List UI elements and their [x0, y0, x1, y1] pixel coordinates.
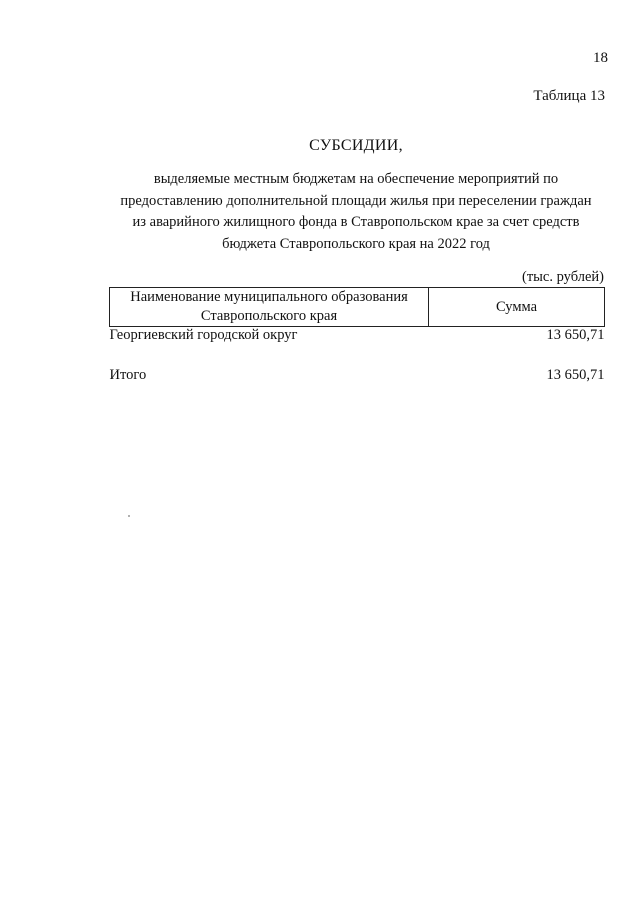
header-amount: Сумма	[429, 288, 605, 327]
scan-speck	[128, 515, 130, 517]
table-row	[110, 327, 605, 348]
document-subtitle	[108, 169, 604, 255]
header-municipality: Наименование муниципального образования Ставропольского края	[110, 288, 429, 327]
subtitle-line: выделяемые местным бюджетам на обеспечение мероприятий по	[153, 171, 559, 187]
row-amount: 13 650,71	[546, 327, 605, 343]
table-number: Таблица 13	[533, 88, 605, 104]
table-header-row	[110, 288, 605, 327]
spacer-row	[110, 347, 605, 367]
document-title: СУБСИДИИ,	[309, 137, 403, 154]
subtitle-line: бюджета Ставропольского края на 2022 год	[222, 235, 490, 252]
total-label: Итого	[109, 367, 147, 383]
subtitle-line: предоставлению дополнительной площади жилья при переселении граждан	[120, 192, 592, 209]
subsidy-table	[109, 287, 605, 387]
subtitle-line: из аварийного жилищного фонда в Ставропольском крае за счет средств	[132, 214, 580, 230]
page-number: 18	[593, 50, 608, 66]
units-label: (тыс. рублей)	[522, 269, 604, 285]
row-municipality-name: Георгиевский городской округ	[109, 327, 298, 343]
total-row	[110, 367, 605, 387]
total-amount: 13 650,71	[546, 367, 605, 383]
